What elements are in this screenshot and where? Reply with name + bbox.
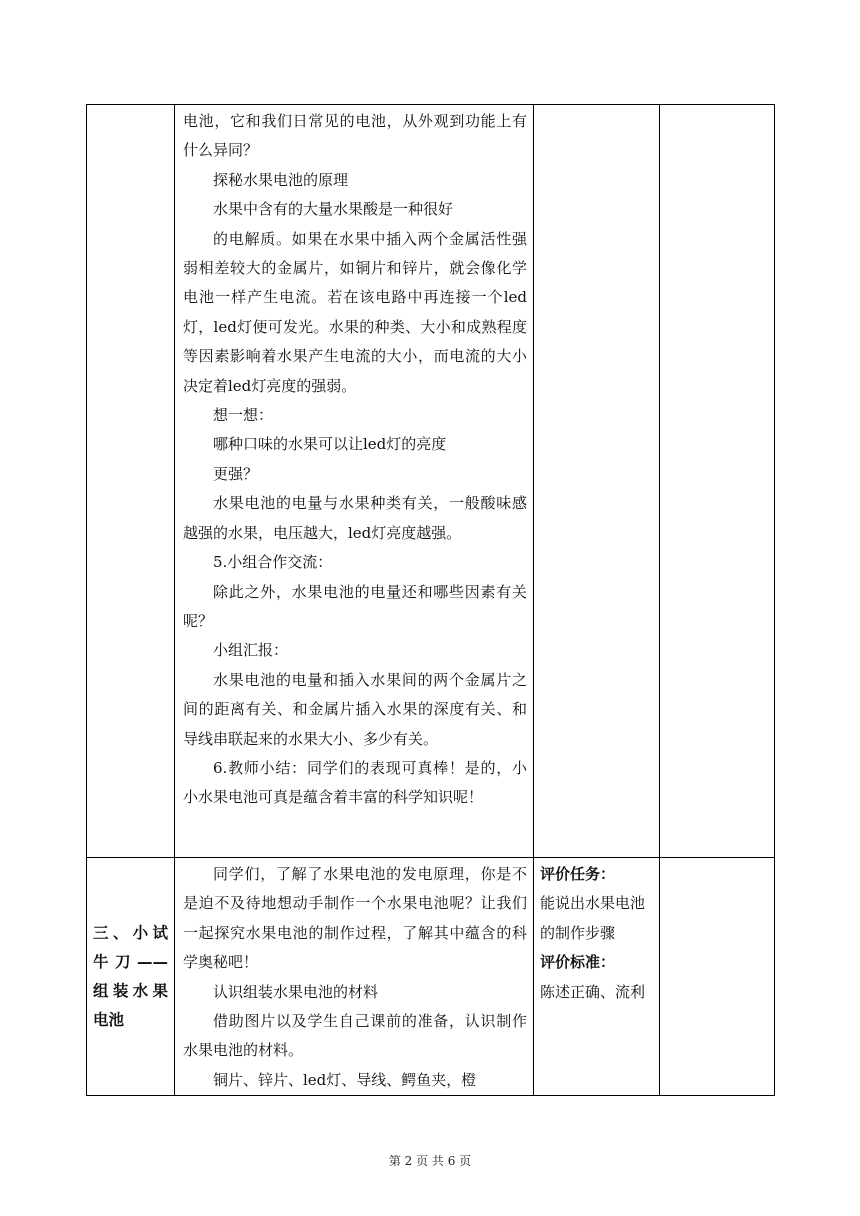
evaluation-standard-heading: 评价标准：	[540, 953, 616, 972]
content-paragraph: 6.教师小结：同学们的表现可真棒！是的，小小水果电池可真是蕴含着丰富的科学知识呢！	[183, 758, 527, 807]
content-paragraph: 借助图片以及学生自己课前的准备，认识制作水果电池的材料。	[183, 1012, 527, 1060]
evaluation-task-text: 能说出水果电池的制作步骤	[540, 894, 646, 942]
content-paragraph: 哪种口味的水果可以让led灯的亮度	[213, 435, 447, 454]
content-paragraph: 水果电池的电量与水果种类有关，一般酸味感越强的水果，电压越大，led灯亮度越强。	[183, 494, 527, 542]
content-paragraph: 同学们，了解了水果电池的发电原理，你是不是迫不及待地想动手制作一个水果电池呢？让我们一起探究水果电池的制作过程，了解其中蕴含的科学奥秘吧！	[183, 865, 527, 972]
table-row	[87, 105, 775, 858]
content-paragraph: 5.小组合作交流：	[213, 553, 333, 572]
lesson-plan-table	[86, 104, 775, 1096]
table-row	[87, 858, 775, 1096]
content-paragraph: 探秘水果电池的原理	[213, 170, 349, 189]
content-paragraph: 想一想：	[213, 406, 274, 425]
page-footer: 第 2 页 共 6 页	[388, 1154, 472, 1168]
evaluation-task-heading: 评价任务：	[540, 865, 616, 883]
content-paragraph: 更强？	[213, 464, 259, 483]
notes-cell	[660, 858, 775, 1096]
notes-cell	[660, 105, 775, 858]
stage-cell	[87, 858, 175, 1096]
evaluation-cell	[534, 858, 660, 1096]
content-paragraph: 水果中含有的大量水果酸是一种很好	[213, 200, 454, 219]
content-paragraph: 的电解质。如果在水果中插入两个金属活性强弱相差较大的金属片，如铜片和锌片，就会像化学电池一样产生电流。若在该电路中再连接一个led灯，led灯便可发光。水果的种类、大小和成熟程度等因素影响着水果产生电流的大小，而电流的大小决定着led灯亮度的强弱。	[183, 229, 527, 395]
content-paragraph: 水果电池的电量和插入水果间的两个金属片之间的距离有关、和金属片插入水果的深度有关、和导线串联起来的水果大小、多少有关。	[183, 670, 527, 748]
content-paragraph: 电池，它和我们日常见的电池，从外观到功能上有什么异同？	[183, 112, 527, 160]
stage-title: 三、小试牛刀——组装水果电池	[93, 923, 168, 1029]
content-cell	[175, 105, 534, 858]
content-cell	[175, 858, 534, 1096]
content-paragraph: 小组汇报：	[213, 641, 289, 660]
content-paragraph: 铜片、锌片、led灯、导线、鳄鱼夹，橙	[213, 1070, 477, 1089]
evaluation-standard-text: 陈述正确、流利	[540, 982, 646, 1001]
evaluation-cell	[534, 105, 660, 858]
content-paragraph: 除此之外，水果电池的电量还和哪些因素有关呢？	[183, 582, 527, 630]
stage-cell	[87, 105, 175, 858]
content-paragraph: 认识组装水果电池的材料	[213, 982, 379, 1001]
